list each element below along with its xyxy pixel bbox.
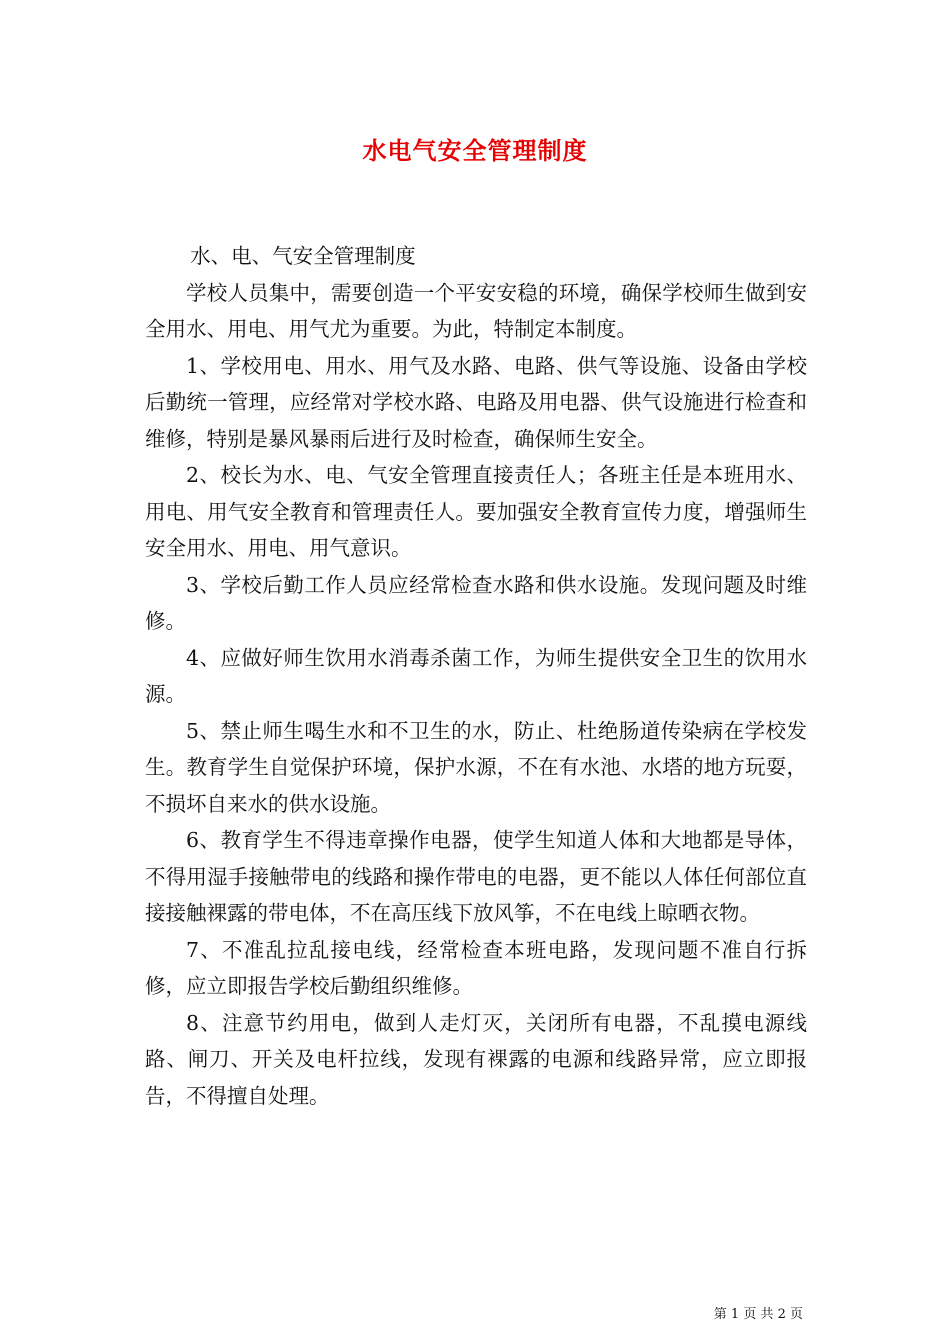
intro-paragraph: 学校人员集中，需要创造一个平安安稳的环境，确保学校师生做到安全用水、用电、用气尤为重要。为此，特制定本制度。 xyxy=(145,280,807,341)
rule-item-5: 5、禁止师生喝生水和不卫生的水，防止、杜绝肠道传染病在学校发生。教育学生自觉保护环境，保护水源，不在有水池、水塔的地方玩耍，不损坏自来水的供水设施。 xyxy=(145,718,807,816)
rule-item-8: 8、注意节约用电，做到人走灯灭，关闭所有电器，不乱摸电源线路、闸刀、开关及电杆拉线，发现有裸露的电源和线路异常，应立即报告，不得擅自处理。 xyxy=(145,1010,807,1108)
rule-item-2: 2、校长为水、电、气安全管理直接责任人；各班主任是本班用水、用电、用气安全教育和管理责任人。要加强安全教育宣传力度，增强师生安全用水、用电、用气意识。 xyxy=(145,463,807,560)
rule-item-1: 1、学校用电、用水、用气及水路、电路、供气等设施、设备由学校后勤统一管理，应经常对学校水路、电路及用电器、供气设施进行检查和维修，特别是暴风暴雨后进行及时检查，确保师生安全。 xyxy=(145,353,807,451)
document-body xyxy=(145,238,807,1114)
rule-item-6: 6、教育学生不得违章操作电器，使学生知道人体和大地都是导体，不得用湿手接触带电的线路和操作带电的电器，更不能以人体任何部位直接接触裸露的带电体，不在高压线下放风筝，不在电线上晾晒衣物。 xyxy=(145,828,807,925)
rule-item-7: 7、不准乱拉乱接电线，经常检查本班电路，发现问题不准自行拆修，应立即报告学校后勤组织维修。 xyxy=(145,937,807,998)
page-number-footer: 第 1 页 共 2 页 xyxy=(713,1307,803,1322)
document-subtitle: 水、电、气安全管理制度 xyxy=(190,244,416,268)
rule-item-4: 4、应做好师生饮用水消毒杀菌工作，为师生提供安全卫生的饮用水源。 xyxy=(145,645,807,706)
document-title: 水电气安全管理制度 xyxy=(362,136,588,165)
rule-item-3: 3、学校后勤工作人员应经常检查水路和供水设施。发现问题及时维修。 xyxy=(145,572,807,633)
